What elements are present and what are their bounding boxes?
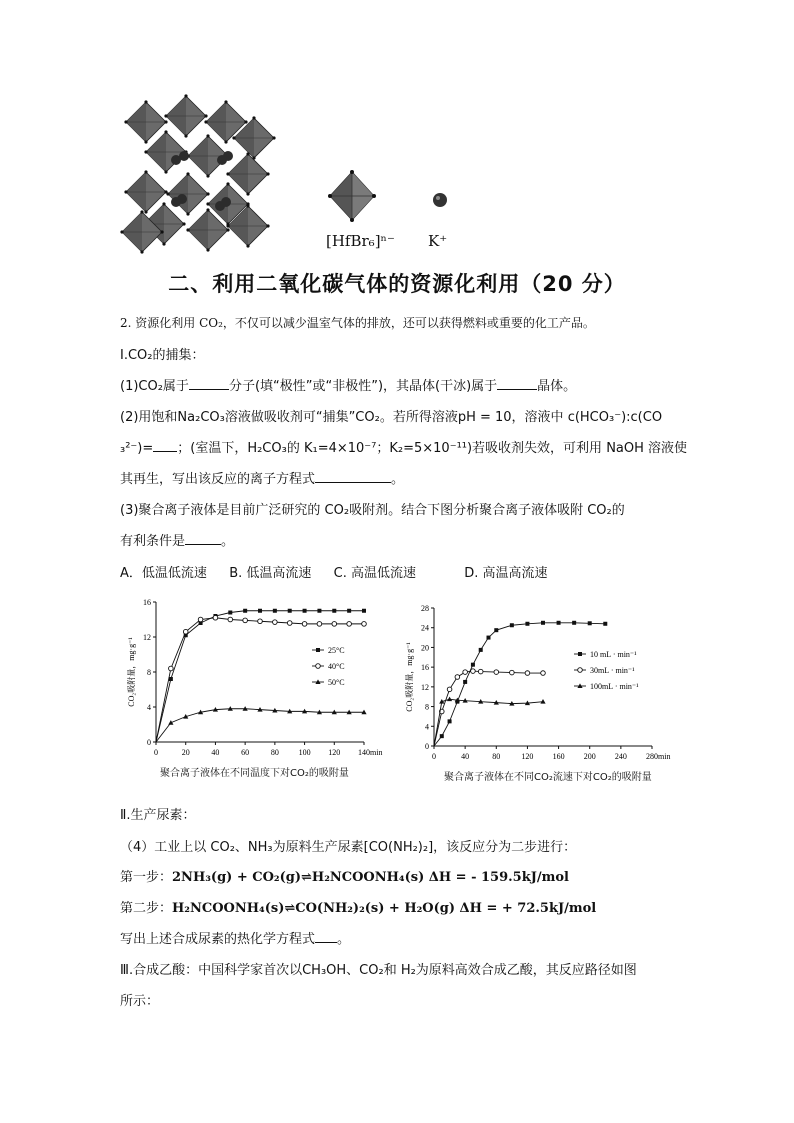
question-2-line1: (2)用饱和Na₂CO₃溶液做吸收剂可“捕集”CO₂。若所得溶液pH = 10，溶液中 c(HCO₃⁻):c(CO	[120, 410, 663, 425]
y-tick-label: 24	[421, 623, 429, 633]
data-point	[303, 609, 307, 613]
legend-label: 25°C	[328, 646, 345, 655]
data-point	[287, 621, 292, 626]
data-point	[258, 609, 262, 613]
y-tick-label: 0	[147, 738, 151, 747]
option-c[interactable]: C. 高温低流速	[333, 566, 416, 581]
y-tick-label: 28	[421, 604, 429, 613]
x-tick-label: 140	[358, 748, 370, 757]
data-point	[347, 609, 351, 613]
x-tick-label: 80	[492, 752, 501, 761]
data-point	[228, 611, 232, 615]
data-point	[572, 621, 576, 625]
data-point	[478, 669, 483, 674]
option-b[interactable]: B. 低温高流速	[229, 566, 312, 581]
y-tick-label: 16	[143, 598, 151, 607]
data-point	[213, 615, 218, 620]
octahedron-icon	[164, 94, 207, 137]
data-point	[463, 680, 467, 684]
data-point	[447, 687, 452, 692]
data-point	[183, 629, 188, 634]
data-point	[448, 719, 452, 723]
data-point	[471, 669, 476, 674]
data-point	[588, 621, 592, 625]
data-point	[228, 617, 233, 622]
x-tick-label: 120	[328, 748, 341, 757]
answer-blank[interactable]	[153, 439, 177, 452]
data-point	[362, 622, 367, 627]
answer-blank[interactable]	[185, 532, 221, 545]
x-axis-label: min	[370, 748, 383, 757]
question-4-step2: 第二步：H₂NCOONH₄(s)⇌CO(NH₂)₂(s) + H₂O(g) ΔH = + 72.5kJ/mol	[120, 901, 597, 916]
octahedron-legend-icon	[326, 170, 378, 222]
data-point	[317, 609, 321, 613]
answer-blank[interactable]	[315, 470, 391, 483]
x-tick-label: 60	[241, 748, 250, 757]
option-d[interactable]: D. 高温高流速	[464, 566, 548, 581]
legend-marker	[316, 664, 321, 669]
data-point	[525, 671, 530, 676]
chart-flowrate	[398, 596, 671, 770]
chart-temperature	[118, 592, 398, 766]
potassium-ion-icon	[432, 192, 448, 208]
x-tick-label: 20	[181, 748, 190, 757]
question-4-step1: 第一步：2NH₃(g) + CO₂(g)⇌H₂NCOONH₄(s) ΔH = - 159.5kJ/mol	[120, 870, 569, 885]
part-3-line1: Ⅲ.合成乙酸：中国科学家首次以CH₃OH、CO₂和 H₂为原料高效合成乙酸，其反应路径如图	[120, 963, 637, 978]
potassium-ion-icon	[221, 197, 231, 207]
x-tick-label: 40	[461, 752, 470, 761]
data-point	[243, 609, 247, 613]
x-tick-label: 160	[552, 752, 565, 761]
data-point	[525, 622, 529, 626]
question-2-line3: 其再生，写出该反应的离子方程式 。	[120, 472, 405, 487]
legend-marker	[316, 648, 320, 652]
data-point	[302, 622, 307, 627]
x-tick-label: 100	[298, 748, 311, 757]
data-point	[332, 609, 336, 613]
y-tick-label: 12	[421, 682, 429, 692]
y-tick-label: 12	[143, 633, 151, 642]
data-point	[288, 609, 292, 613]
data-point	[494, 670, 499, 675]
answer-blank[interactable]	[315, 930, 337, 943]
question-4-intro: （4）工业上以 CO₂、NH₃为原料生产尿素[CO(NH₂)₂]，该反应分为二步进行：	[120, 840, 577, 855]
data-point	[273, 620, 278, 625]
k-ion-label: K⁺	[428, 232, 448, 250]
part-1-heading: Ⅰ.CO₂的捕集：	[120, 348, 205, 363]
data-point	[332, 622, 337, 627]
legend-label: 30mL · min⁻¹	[590, 666, 635, 675]
potassium-ion-icon	[179, 151, 189, 161]
y-tick-label: 4	[425, 722, 429, 732]
x-tick-label: 80	[270, 748, 279, 757]
data-point	[540, 699, 545, 704]
data-point	[541, 671, 546, 676]
x-tick-label: 280	[646, 752, 658, 761]
data-point	[317, 622, 322, 627]
data-point	[510, 670, 515, 675]
y-axis-label: CO₂吸附量，mg·g⁻¹	[127, 637, 136, 707]
question-3-line2: 有利条件是 。	[120, 534, 235, 549]
data-point	[198, 617, 203, 622]
y-tick-label: 16	[421, 663, 429, 673]
y-tick-label: 20	[421, 643, 429, 653]
potassium-ion-icon	[177, 194, 187, 204]
data-point	[362, 609, 366, 613]
crystal-structure-image	[124, 104, 284, 254]
x-tick-label: 40	[211, 748, 220, 757]
x-tick-label: 0	[432, 752, 436, 761]
data-point	[487, 636, 491, 640]
data-point	[455, 675, 460, 680]
data-point	[347, 622, 352, 627]
data-point	[273, 609, 277, 613]
data-point	[169, 666, 174, 671]
y-tick-label: 4	[147, 703, 151, 712]
chart-temperature-caption: 聚合离子液体在不同温度下对CO₂的吸附量	[160, 768, 349, 779]
data-point	[243, 618, 248, 623]
octahedron-icon	[166, 172, 209, 215]
y-tick-label: 8	[425, 702, 429, 712]
question-3-options	[120, 562, 548, 581]
data-point	[603, 622, 607, 626]
data-point	[557, 621, 561, 625]
question-2-intro: 2. 资源化利用 CO₂，不仅可以减少温室气体的排放，还可以获得燃料或重要的化工产品。	[120, 316, 595, 330]
data-point	[541, 621, 545, 625]
chart-flowrate-caption: 聚合离子液体在不同CO₂流速下对CO₂的吸附量	[444, 772, 652, 783]
y-axis-label: CO₂吸附量，mg·g⁻¹	[405, 642, 414, 712]
data-point	[479, 648, 483, 652]
question-4-ask: 写出上述合成尿素的热化学方程式 。	[120, 932, 351, 947]
y-tick-label: 0	[425, 742, 429, 751]
data-point	[447, 697, 452, 702]
legend-marker	[578, 668, 583, 673]
y-tick-label: 8	[147, 668, 151, 677]
x-axis-label: min	[658, 752, 671, 761]
data-point	[258, 619, 263, 624]
x-tick-label: 120	[521, 752, 534, 761]
x-tick-label: 200	[583, 752, 596, 761]
potassium-ion-icon	[223, 151, 233, 161]
question-3-line1: (3)聚合离子液体是目前广泛研究的 CO₂吸附剂。结合下图分析聚合离子液体吸附 CO₂的	[120, 503, 625, 518]
legend-label: 10 mL · min⁻¹	[590, 650, 637, 659]
legend-marker	[578, 652, 582, 656]
data-point	[463, 670, 468, 675]
x-tick-label: 0	[154, 748, 158, 757]
x-tick-label: 240	[614, 752, 627, 761]
part-3-line2: 所示：	[120, 994, 160, 1009]
legend-label: 50°C	[328, 678, 345, 687]
part-2-heading: Ⅱ.生产尿素：	[120, 808, 196, 823]
section-title: 二、利用二氧化碳气体的资源化利用（20 分）	[168, 272, 626, 296]
data-point	[440, 734, 444, 738]
data-point	[494, 628, 498, 632]
hfbr6-label: [HfBr₆]ⁿ⁻	[326, 232, 395, 250]
series-line	[434, 671, 543, 746]
data-point	[510, 623, 514, 627]
answer-blank[interactable]	[189, 377, 229, 390]
option-a[interactable]: A．低温低流速	[120, 566, 207, 581]
legend-label: 100mL · min⁻¹	[590, 682, 639, 691]
question-2-line2: ₃²⁻)= ；(室温下，H₂CO₃的 K₁=4×10⁻⁷；K₂=5×10⁻¹¹)若吸收剂失效，可利用 NaOH 溶液使	[120, 441, 688, 456]
data-point	[471, 663, 475, 667]
legend-label: 40°C	[328, 662, 345, 671]
answer-blank[interactable]	[497, 377, 537, 390]
question-1: (1)CO₂属于 分子(填“极性”或“非极性”)，其晶体(干冰)属于 晶体。	[120, 379, 577, 394]
